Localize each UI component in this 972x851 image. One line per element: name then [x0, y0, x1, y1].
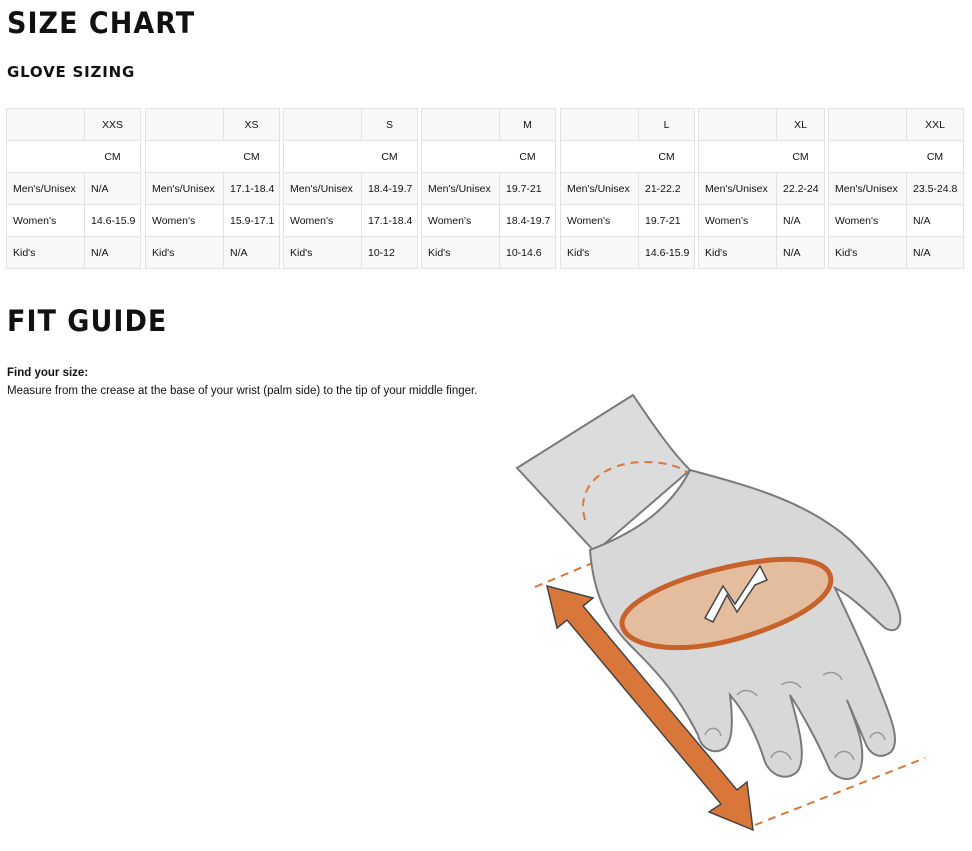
- unit-label: CM: [777, 141, 825, 173]
- find-size-label: Find your size:: [7, 367, 89, 379]
- table-row: [829, 173, 964, 205]
- glove-sizing-subtitle: GLOVE SIZING: [7, 63, 136, 81]
- size-value: N/A: [85, 173, 141, 205]
- row-label: Women's: [146, 205, 224, 237]
- size-value: 17.1-18.4: [362, 205, 418, 237]
- unit-label: CM: [224, 141, 280, 173]
- row-label: Women's: [699, 205, 777, 237]
- table-row: [422, 109, 556, 141]
- size-chart-title: SIZE CHART: [7, 6, 196, 41]
- row-label: Kid's: [146, 237, 224, 269]
- table-row: [7, 109, 141, 141]
- size-value: 10-12: [362, 237, 418, 269]
- table-row: [422, 141, 556, 173]
- size-table-l: [560, 108, 695, 269]
- size-header: L: [639, 109, 695, 141]
- table-row: [699, 237, 825, 269]
- size-value: N/A: [777, 237, 825, 269]
- size-table-xxl: [828, 108, 964, 269]
- row-label: Men's/Unisex: [7, 173, 85, 205]
- table-row: [284, 237, 418, 269]
- size-table-xs: [145, 108, 280, 269]
- table-row: [422, 205, 556, 237]
- size-value: 21-22.2: [639, 173, 695, 205]
- table-row: [146, 237, 280, 269]
- table-row: [146, 173, 280, 205]
- table-row: [284, 141, 418, 173]
- table-row: [561, 237, 695, 269]
- fit-guide-title: FIT GUIDE: [7, 304, 168, 339]
- size-value: 19.7-21: [500, 173, 556, 205]
- table-row: [699, 141, 825, 173]
- row-label: Women's: [829, 205, 907, 237]
- table-row: [7, 141, 141, 173]
- row-label: Men's/Unisex: [422, 173, 500, 205]
- size-value: 10-14.6: [500, 237, 556, 269]
- row-label: Men's/Unisex: [829, 173, 907, 205]
- table-row: [561, 173, 695, 205]
- table-row: [561, 109, 695, 141]
- table-row: [699, 109, 825, 141]
- size-header: XS: [224, 109, 280, 141]
- size-value: N/A: [907, 237, 964, 269]
- row-label: Kid's: [561, 237, 639, 269]
- table-row: [146, 205, 280, 237]
- size-value: N/A: [777, 205, 825, 237]
- table-row: [422, 237, 556, 269]
- row-label: Kid's: [422, 237, 500, 269]
- hand-measurement-illustration: [505, 390, 945, 840]
- row-label: Men's/Unisex: [146, 173, 224, 205]
- size-value: 18.4-19.7: [362, 173, 418, 205]
- size-value: 17.1-18.4: [224, 173, 280, 205]
- size-value: 22.2-24: [777, 173, 825, 205]
- table-row: [829, 141, 964, 173]
- size-value: N/A: [224, 237, 280, 269]
- unit-label: CM: [639, 141, 695, 173]
- row-label: Women's: [561, 205, 639, 237]
- size-value: 15.9-17.1: [224, 205, 280, 237]
- size-value: N/A: [907, 205, 964, 237]
- unit-label: CM: [907, 141, 964, 173]
- size-table-xl: [698, 108, 825, 269]
- row-label: Men's/Unisex: [284, 173, 362, 205]
- find-your-size-block: [7, 364, 487, 400]
- size-value: 18.4-19.7: [500, 205, 556, 237]
- table-row: [146, 109, 280, 141]
- row-label: Women's: [7, 205, 85, 237]
- table-row: [284, 109, 418, 141]
- size-value: 19.7-21: [639, 205, 695, 237]
- table-row: [561, 141, 695, 173]
- size-value: 14.6-15.9: [639, 237, 695, 269]
- size-header: XXS: [85, 109, 141, 141]
- row-label: Kid's: [284, 237, 362, 269]
- table-row: [146, 141, 280, 173]
- table-row: [561, 205, 695, 237]
- unit-label: CM: [500, 141, 556, 173]
- row-label: Men's/Unisex: [561, 173, 639, 205]
- unit-label: CM: [362, 141, 418, 173]
- table-row: [284, 205, 418, 237]
- row-label: Kid's: [7, 237, 85, 269]
- size-header: XL: [777, 109, 825, 141]
- row-label: Men's/Unisex: [699, 173, 777, 205]
- table-row: [829, 237, 964, 269]
- table-row: [7, 173, 141, 205]
- size-value: N/A: [85, 237, 141, 269]
- measure-instructions: Measure from the crease at the base of your wrist (palm side) to the tip of your middle finger.: [7, 385, 478, 397]
- row-label: Kid's: [829, 237, 907, 269]
- size-header: S: [362, 109, 418, 141]
- table-row: [7, 205, 141, 237]
- table-row: [699, 173, 825, 205]
- row-label: Women's: [422, 205, 500, 237]
- size-header: M: [500, 109, 556, 141]
- table-row: [7, 237, 141, 269]
- table-row: [829, 109, 964, 141]
- size-tables: [6, 108, 966, 264]
- size-table-xxs: [6, 108, 141, 269]
- size-value: 14.6-15.9: [85, 205, 141, 237]
- row-label: Kid's: [699, 237, 777, 269]
- table-row: [422, 173, 556, 205]
- table-row: [829, 205, 964, 237]
- unit-label: CM: [85, 141, 141, 173]
- size-table-m: [421, 108, 556, 269]
- size-value: 23.5-24.8: [907, 173, 964, 205]
- row-label: Women's: [284, 205, 362, 237]
- size-table-s: [283, 108, 418, 269]
- size-header: XXL: [907, 109, 964, 141]
- table-row: [284, 173, 418, 205]
- table-row: [699, 205, 825, 237]
